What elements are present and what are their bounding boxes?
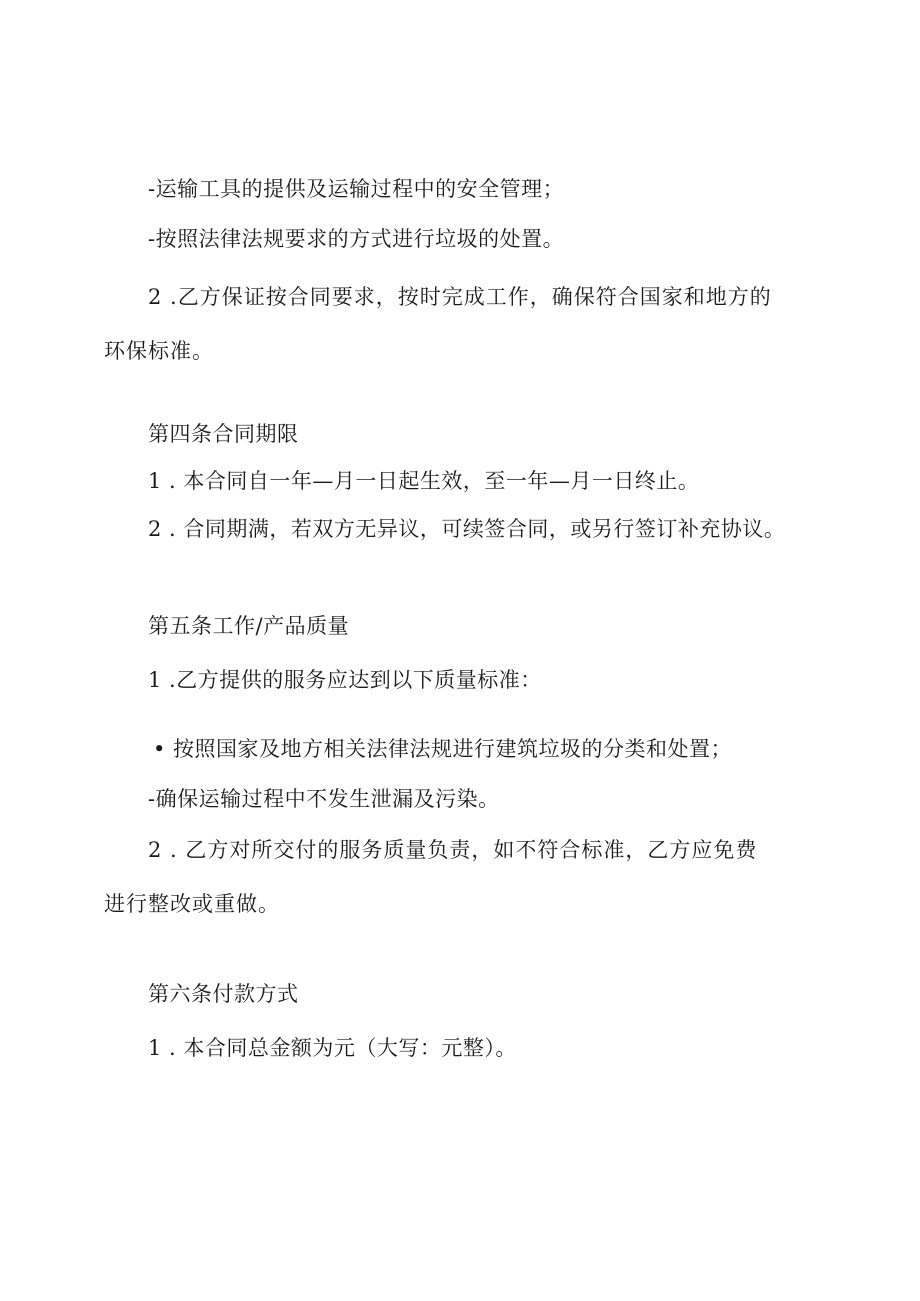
paragraph-transport-safety: -运输工具的提供及运输过程中的安全管理； [148,177,565,201]
section-heading-6: 第六条付款方式 [148,982,299,1006]
bullet-classification: • 按照国家及地方相关法律法规进行建筑垃圾的分类和处置； [153,737,733,761]
paragraph-no-leakage: -确保运输过程中不发生泄漏及污染。 [148,787,500,811]
clause-5-2: 2 . 乙方对所交付的服务质量负责，如不符合标准，乙方应免费进行整改或重做。 [104,838,758,916]
paragraph-legal-disposal: -按照法律法规要求的方式进行垃圾的处置。 [148,227,565,251]
clause-4-2: 2 . 合同期满，若双方无异议，可续签合同，或另行签订补充协议。 [148,517,786,541]
clause-4-1: 1 . 本合同自一年—月一日起生效，至一年—月一日终止。 [148,469,700,493]
clause-6-1: 1 . 本合同总金额为元（大写：元整）。 [148,1036,517,1060]
section-heading-5: 第五条工作/产品质量 [148,614,350,638]
clause-3-2: 2 .乙方保证按合同要求，按时完成工作，确保符合国家和地方的环保标准。 [104,285,772,363]
clause-5-1: 1 .乙方提供的服务应达到以下质量标准： [148,668,542,692]
section-heading-4: 第四条合同期限 [148,422,299,446]
